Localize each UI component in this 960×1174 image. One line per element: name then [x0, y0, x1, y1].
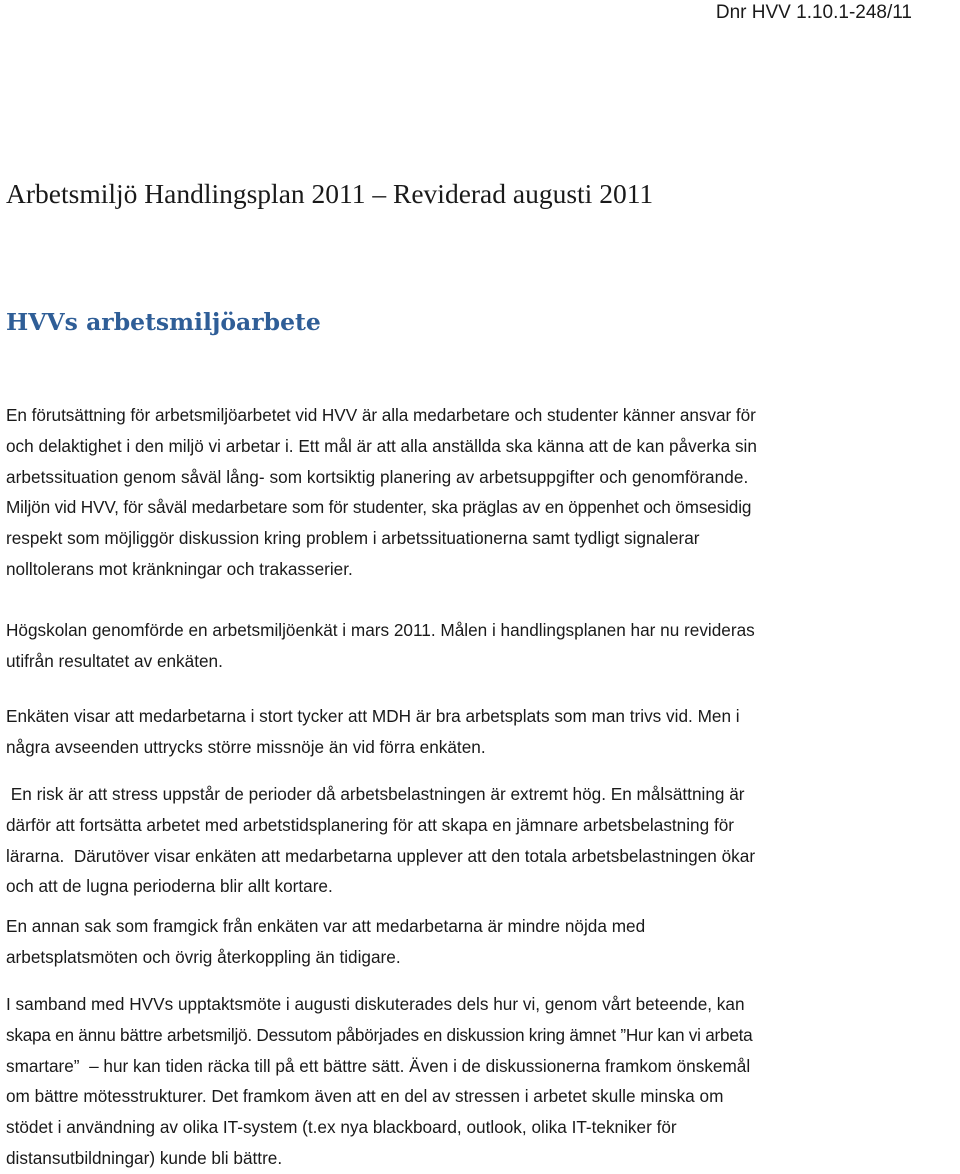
document-number: Dnr HVV 1.10.1-248/11 [715, 2, 912, 23]
text-line: utifrån resultatet av enkäten. [6, 650, 223, 671]
text-line: arbetssituation genom såväl lång- som kortsiktig planering av arbetsuppgifter och genomförande. [6, 466, 749, 487]
text-line: arbetsplatsmöten och övrig återkoppling än tidigare. [6, 946, 401, 967]
text-line: En risk är att stress uppstår de perioder då arbetsbelastningen är extremt hög. En målsättning är [6, 784, 745, 804]
paragraph-stress-risk [6, 779, 960, 902]
text-line: distansutbildningar) kunde bli bättre. [6, 1147, 283, 1168]
text-line: Miljön vid HVV, för såväl medarbetare som för studenter, ska präglas av en öppenhet och ömsesidig [6, 497, 752, 518]
text-line: och delaktighet i den miljö vi arbetar i. Ett mål är att alla anställda ska känna att de kan påverka sin [6, 435, 757, 456]
text-line: därför att fortsätta arbetet med arbetstidsplanering för att skapa en jämnare arbetsbelastning för [6, 814, 735, 835]
text-line: respekt som möjliggör diskussion kring problem i arbetssituationerna samt tydligt signalerar [6, 528, 700, 549]
paragraph-kickoff-meeting [6, 989, 960, 1174]
text-line: skapa en ännu bättre arbetsmiljö. Dessutom påbörjades en diskussion kring ämnet ”Hur kan vi arbeta [6, 1024, 753, 1045]
paragraph-survey [6, 615, 960, 677]
text-line: En förutsättning för arbetsmiljöarbetet vid HVV är alla medarbetare och studenter känner ansvar för [6, 405, 756, 425]
paragraph-responsibility [6, 400, 960, 585]
section-heading: HVVs arbetsmiljöarbete [6, 308, 321, 336]
text-line: lärarna. Därutöver visar enkäten att medarbetarna upplever att den totala arbetsbelastningen ökar [6, 845, 756, 866]
paragraph-meetings-feedback [6, 911, 960, 973]
paragraph-survey-results [6, 701, 960, 763]
text-line: smartare” – hur kan tiden räcka till på ett bättre sätt. Även i de diskussionerna framkom önskemål [6, 1055, 751, 1076]
text-line: I samband med HVVs upptaktsmöte i augusti diskuterades dels hur vi, genom vårt beteende, kan [6, 994, 745, 1014]
text-line: nolltolerans mot kränkningar och trakasserier. [6, 558, 353, 579]
text-line: om bättre mötesstrukturer. Det framkom även att en del av stressen i arbetet skulle minska om [6, 1086, 724, 1107]
text-line: Enkäten visar att medarbetarna i stort tycker att MDH är bra arbetsplats som man trivs vid. Men i [6, 706, 740, 726]
text-line: och att de lugna perioderna blir allt kortare. [6, 876, 333, 897]
text-line: stödet i användning av olika IT-system (t.ex nya blackboard, outlook, olika IT-tekniker för [6, 1117, 677, 1138]
text-line: några avseenden uttrycks större missnöje än vid förra enkäten. [6, 736, 486, 757]
text-line: Högskolan genomförde en arbetsmiljöenkät i mars 2011. Målen i handlingsplanen har nu revideras [6, 620, 755, 640]
document-title: Arbetsmiljö Handlingsplan 2011 – Reviderad augusti 2011 [6, 178, 654, 209]
text-line: En annan sak som framgick från enkäten var att medarbetarna är mindre nöjda med [6, 916, 646, 936]
